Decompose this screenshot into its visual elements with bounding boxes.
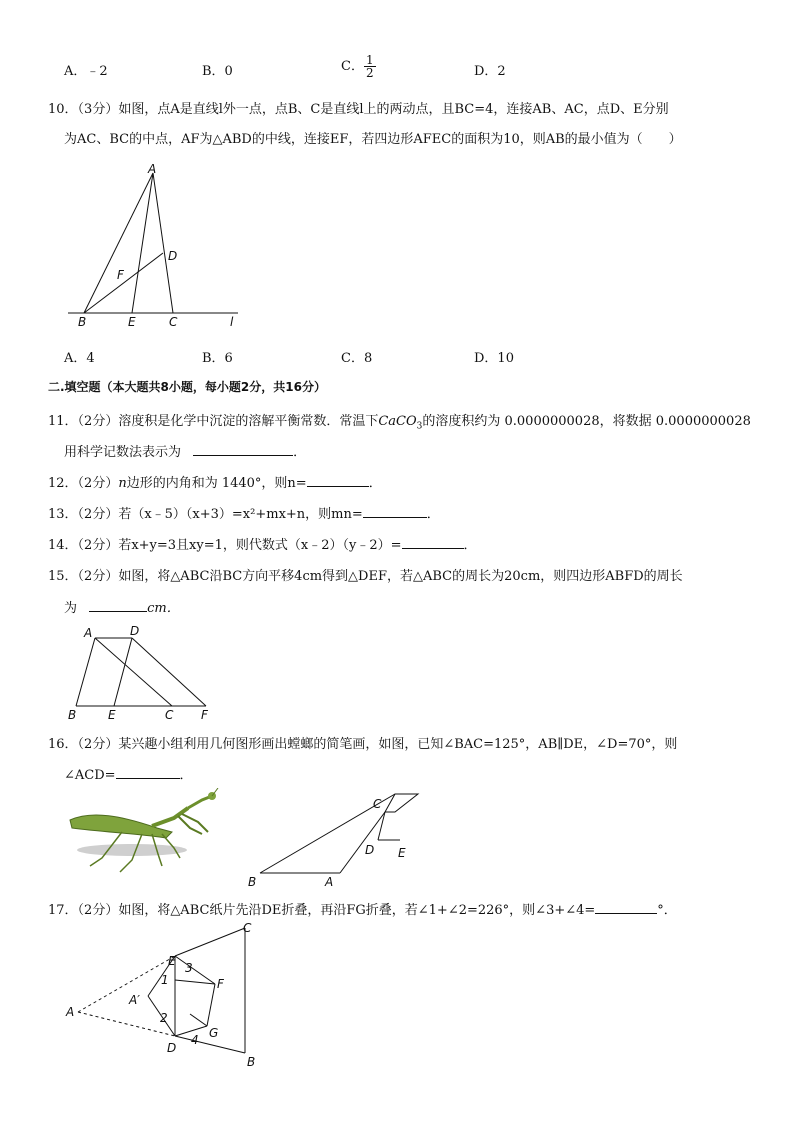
q10-option-c: C．8	[341, 351, 373, 366]
label-D: D	[168, 249, 178, 263]
fraction-numerator: 1	[365, 53, 374, 67]
q16-figure	[240, 788, 430, 890]
mantis-forelegs	[178, 814, 208, 834]
label-E: E	[108, 708, 116, 722]
q13-answer-blank[interactable]	[363, 505, 427, 518]
q15-unit: cm．	[147, 601, 180, 616]
q12-period: ．	[368, 476, 382, 491]
segment-fold-bottom	[190, 1014, 207, 1026]
q14-period: ．	[463, 538, 477, 553]
segment-CE	[175, 928, 245, 956]
segment-EF	[175, 956, 215, 984]
q14-stem	[48, 534, 477, 553]
q10-stem-line1: 10．（3分）如图，点A是直线l外一点，点B、C是直线l上的两动点，且BC=4，连接AB、AC，点D、E分别	[48, 102, 669, 117]
q12-text-b: 边形的内角和为 1440°，则	[126, 476, 288, 491]
label-A-prime: A′	[129, 993, 140, 1007]
label-F: F	[117, 268, 124, 282]
q17-figure	[60, 918, 270, 1073]
label-A: A	[148, 162, 157, 176]
q14-text: 14．（2分）若x+y=3且xy=1，则代数式（x﹣2）（y﹣2）=	[48, 538, 402, 553]
q15-prefix: 为	[64, 601, 78, 616]
segment-AB	[76, 638, 95, 706]
q11-text-b: 的溶度积约为 0.0000000028，将数据 0.0000000028	[422, 414, 751, 429]
q15-stem-line1: 15．（2分）如图，将△ABC沿BC方向平移4cm得到△DEF，若△ABC的周长为20cm，则四边形ABFD的周长	[48, 569, 683, 584]
q9-option-c-fraction	[364, 54, 376, 79]
q17-end: °．	[657, 903, 677, 918]
mantis-wings	[70, 815, 172, 838]
q10-stem-line2: 为AC、BC的中点，AF为△ABD的中线，连接EF，若四边形AFEC的面积为10，则AB的最小值为（ ）	[64, 132, 682, 147]
label-E: E	[128, 315, 136, 329]
q15-figure	[62, 622, 222, 727]
fraction-denominator: 2	[365, 66, 374, 80]
label-C: C	[243, 921, 252, 935]
label-A: A	[84, 626, 93, 640]
segment-BD	[84, 253, 163, 313]
segment-FG	[207, 984, 215, 1026]
q9-option-c	[341, 54, 376, 79]
q17-stem	[48, 899, 677, 918]
label-3: 3	[185, 961, 193, 975]
label-E: E	[398, 846, 406, 860]
q11-period: ．	[293, 445, 307, 460]
q16-period: ．	[179, 768, 193, 783]
q11-stem-line1	[48, 410, 751, 432]
label-B: B	[78, 315, 87, 329]
label-2: 2	[160, 1011, 168, 1025]
q10-option-d: D．10	[474, 351, 514, 366]
q12-text-c: n=	[287, 476, 307, 491]
label-D: D	[167, 1041, 177, 1055]
label-A: A	[325, 875, 334, 889]
label-1: 1	[161, 973, 169, 987]
label-B: B	[248, 875, 257, 889]
q17-answer-blank[interactable]	[595, 901, 657, 914]
q10-option-b: B．6	[202, 351, 233, 366]
q16-text: ∠ACD=	[64, 768, 116, 783]
q11-text-a: 11．（2分）溶度积是化学中沉淀的溶解平衡常数．常温下	[48, 414, 379, 429]
q12-text-a: 12．（2分）	[48, 476, 119, 491]
q13-text: 13．（2分）若（x﹣5）（x+3）=x²+mx+n，则mn=	[48, 507, 363, 522]
q11-formula: CaCO	[378, 414, 417, 429]
q11-answer-blank[interactable]	[193, 443, 293, 456]
label-B: B	[68, 708, 77, 722]
q9-option-b: B．0	[202, 64, 233, 79]
q16-stem-line1: 16．（2分）某兴趣小组利用几何图形画出螳螂的简笔画，如图，已知∠BAC=125°，AB∥DE，∠D=70°，则	[48, 737, 678, 752]
label-E: E	[168, 954, 176, 968]
section-title: 二.填空题（本大题共8小题，每小题2分，共16分）	[48, 380, 326, 394]
q12-stem	[48, 472, 382, 491]
q14-answer-blank[interactable]	[402, 536, 464, 549]
q12-var: n	[118, 476, 127, 491]
q16-stem-line2	[64, 764, 193, 783]
mantis-image	[62, 788, 222, 880]
q15-stem-line2	[64, 597, 180, 616]
q9-option-d: D．2	[474, 64, 506, 79]
label-4: 4	[191, 1033, 199, 1047]
label-G: G	[209, 1026, 219, 1040]
label-C: C	[373, 797, 382, 811]
label-A: A	[66, 1005, 75, 1019]
label-F: F	[217, 977, 224, 991]
segment-AC	[95, 638, 172, 706]
q10-option-a: A．4	[64, 351, 95, 366]
label-C: C	[165, 708, 174, 722]
q12-answer-blank[interactable]	[307, 474, 369, 487]
label-D: D	[365, 843, 375, 857]
label-l: l	[230, 315, 234, 329]
q13-period: ．	[426, 507, 440, 522]
q9-option-a: A．﹣2	[64, 64, 108, 79]
mantis-neck	[188, 796, 212, 808]
q11-formula-subscript: 3	[416, 421, 423, 432]
segment-AC	[340, 812, 385, 873]
q15-answer-blank[interactable]	[89, 599, 147, 612]
segment-DF	[132, 638, 206, 706]
mantis-thorax	[152, 808, 188, 826]
q10-figure	[60, 158, 250, 333]
label-C: C	[169, 315, 178, 329]
segment-fold-top	[175, 980, 215, 984]
q13-stem	[48, 503, 440, 522]
segment-AC	[153, 173, 173, 313]
segment-DE	[114, 638, 132, 706]
q11-stem-line2	[64, 441, 306, 460]
q16-answer-blank[interactable]	[116, 766, 180, 779]
mantis-shadow	[77, 844, 187, 856]
q11-text-c: 用科学记数法表示为	[64, 445, 182, 460]
label-F: F	[201, 708, 208, 722]
q9-option-c-prefix: C．	[341, 59, 364, 74]
label-B: B	[247, 1055, 256, 1069]
label-D: D	[130, 624, 140, 638]
q17-text: 17．（2分）如图，将△ABC纸片先沿DE折叠，再沿FG折叠，若∠1+∠2=226°，则∠3+∠4=	[48, 903, 596, 918]
